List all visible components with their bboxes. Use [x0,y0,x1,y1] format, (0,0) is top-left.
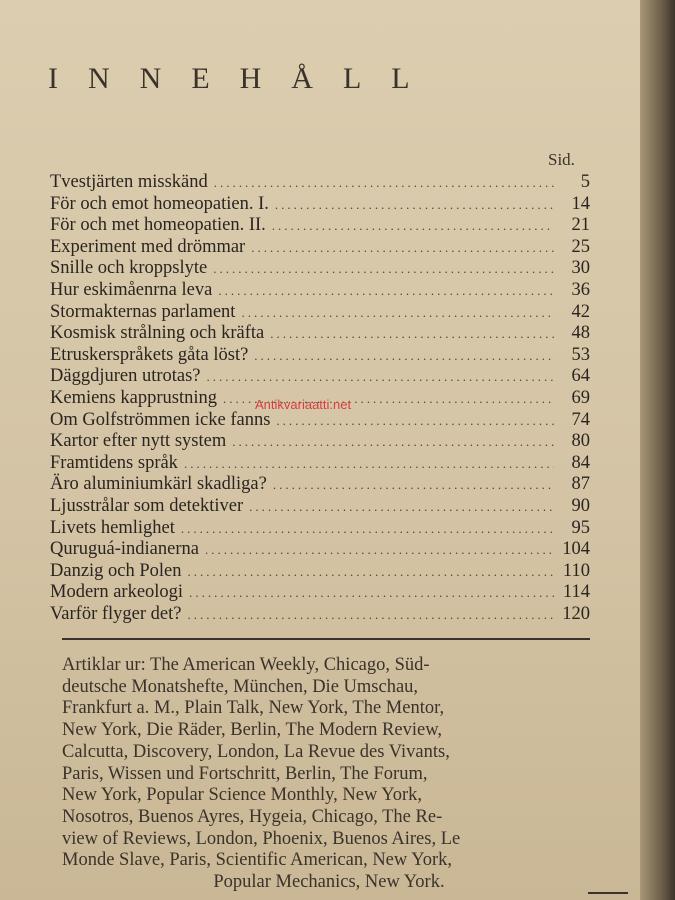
dot-leader [218,280,554,302]
sources-line: Paris, Wissen und Fortschritt, Berlin, The Forum, [62,763,428,784]
toc-entry-title: Hur eskimåenrna leva [50,279,213,300]
toc-entry-title: För och emot homeopatien. I. [50,193,269,214]
divider-rule [62,638,590,640]
toc-entry [50,280,590,302]
sources-line: Nosotros, Buenos Ayres, Hygeia, Chicago, The Re- [62,806,443,827]
toc-entry [50,582,590,604]
sources-line: Calcutta, Discovery, London, La Revue des Vivants, [62,741,450,762]
toc-entry [50,172,590,194]
toc-entry-title: Om Golfströmmen icke fanns [50,409,271,430]
toc-entry-title: Äro aluminiumkärl skadliga? [50,474,267,495]
toc-entry-page: 5 [580,172,590,192]
dot-leader [184,453,554,475]
dot-leader [275,194,554,216]
toc-entry [50,215,590,237]
toc-entry-page: 104 [562,539,590,560]
dot-leader [213,258,554,280]
toc-entry [50,604,590,626]
toc-entry-title: Livets hemlighet [50,517,175,538]
dot-leader [207,366,554,388]
toc-entry-title: Kemiens kapprustning [50,387,217,408]
dot-leader [241,302,554,324]
dot-leader [276,410,554,432]
toc-entry-page: 114 [562,582,590,603]
dot-leader [205,539,554,561]
sources-paragraph [62,655,596,894]
toc-entry-page: 87 [571,474,590,495]
toc-entry-title: Tvestjärten misskänd [50,172,208,192]
page-column-label: Sid. [548,150,575,169]
toc-entry-page: 36 [571,279,590,300]
toc-entry [50,410,590,432]
sources-line: New York, Popular Science Monthly, New York, [62,785,423,806]
footer-rule [588,892,628,894]
sources-line: Frankfurt a. M., Plain Talk, New York, The Mentor, [62,698,445,719]
book-edge [640,0,675,900]
toc-entry [50,561,590,583]
toc-entry-page: 84 [571,452,590,473]
dot-leader [232,431,554,453]
toc-entry-title: Kartor efter nytt system [50,431,227,452]
dot-leader [273,474,554,496]
toc-entry-page: 30 [571,258,590,279]
page-title: INNEHÅLL [48,62,440,95]
dot-leader [254,345,554,367]
dot-leader [188,561,554,583]
toc-entry-page: 21 [571,215,590,236]
dot-leader [249,496,554,518]
toc-entry [50,431,590,453]
toc-entry [50,237,590,259]
toc-entry [50,258,590,280]
toc-entry [50,518,590,540]
toc-entry-title: Däggdjuren utrotas? [50,366,201,387]
dot-leader [188,604,555,626]
toc-entry-page: 42 [571,301,590,322]
dot-leader [251,237,554,259]
toc-entry-title: Snille och kroppslyte [50,258,208,279]
toc-entry [50,366,590,388]
sources-line: view of Reviews, London, Phoenix, Buenos Aires, Le [62,828,461,849]
dot-leader [189,582,554,604]
toc-entry-title: Framtidens språk [50,452,178,473]
dot-leader [181,518,554,540]
toc-entry-title: Quruguá-indianerna [50,539,199,560]
toc-entry [50,474,590,496]
toc-entry-page: 80 [571,431,590,452]
dot-leader [270,323,554,345]
toc-entry [50,302,590,324]
toc-entry-title: Danzig och Polen [50,560,182,581]
toc-entry [50,496,590,518]
toc-entry-page: 90 [571,495,590,516]
toc-entry-page: 48 [571,323,590,344]
sources-line: New York, Die Räder, Berlin, The Modern Review, [62,720,442,741]
sources-line: Monde Slave, Paris, Scientific American, New York, [62,850,452,871]
toc-entry-page: 95 [571,517,590,538]
toc-entry-page: 53 [571,344,590,365]
toc-entry-title: Kosmisk strålning och kräfta [50,323,265,344]
toc-entry-title: Modern arkeologi [50,582,184,603]
toc-entry-page: 14 [571,193,590,214]
toc-entry-title: Ljusstrålar som detektiver [50,495,244,516]
toc-entry [50,539,590,561]
toc-entry [50,323,590,345]
sources-line: deutsche Monatshefte, München, Die Umschau, [62,676,419,697]
toc-entry-title: För och met homeopatien. II. [50,215,266,236]
dot-leader [272,215,554,237]
toc-entry-page: 120 [562,603,590,624]
toc-entry-page: 74 [571,409,590,430]
toc-entry-title: Stormakternas parlament [50,301,236,322]
toc-entry-title: Experiment med drömmar [50,236,246,257]
toc-entry-title: Etruskerspråkets gåta löst? [50,344,249,365]
sources-line: Artiklar ur: The American Weekly, Chicago, Süd- [62,655,430,675]
watermark: Antikvariaatti.net [255,397,352,412]
toc-entry [50,194,590,216]
toc-entry-page: 110 [562,560,590,581]
toc-entry-title: Varför flyger det? [50,603,182,624]
sources-line: Popular Mechanics, New York. [213,872,445,893]
dot-leader [214,172,554,194]
toc-entry-page: 25 [571,236,590,257]
toc-entry [50,453,590,475]
toc-entry [50,345,590,367]
toc-entry-page: 69 [571,387,590,408]
toc-entry-page: 64 [571,366,590,387]
